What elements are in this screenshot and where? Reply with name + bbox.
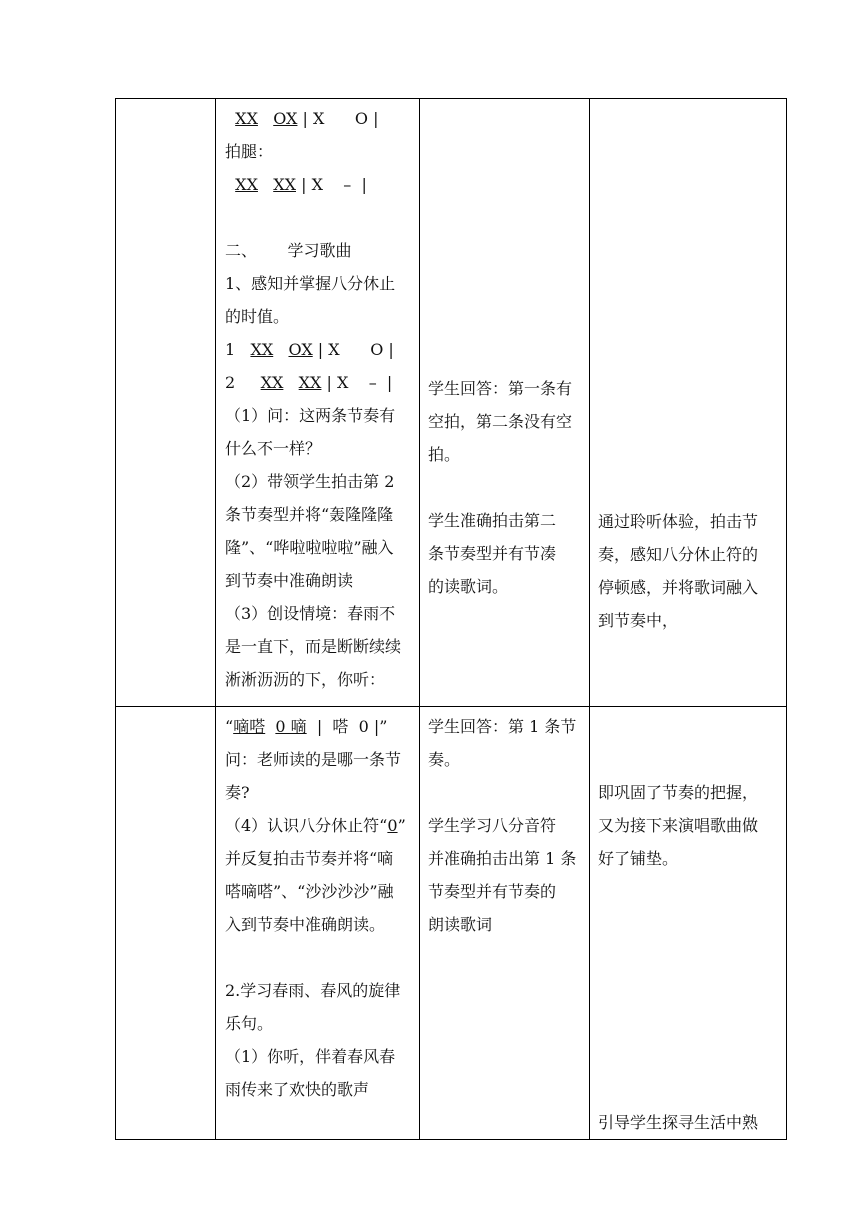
text-line [216, 809, 419, 842]
table-row [116, 99, 787, 707]
text-line [216, 1073, 419, 1106]
text-line [420, 471, 589, 504]
text-segment: 并反复拍击节奏并将“嘀 [225, 849, 394, 868]
underlined-text: XX [260, 373, 284, 392]
text-line [216, 974, 419, 1007]
text-line: 奏。 [428, 750, 461, 769]
text-line [216, 597, 419, 630]
text-segment: 是一直下，而是断断续续 [225, 637, 402, 656]
table-row [116, 707, 787, 1140]
text-line: 引导学生探寻生活中熟 [598, 1113, 759, 1132]
text-segment: 2.学习春雨、春风的旋律 [225, 981, 401, 1000]
text-segment: 嗒嘀嗒”、“沙沙沙沙”融 [225, 882, 394, 901]
text-segment [225, 109, 235, 128]
text-segment [258, 175, 273, 194]
text-line [216, 168, 419, 201]
text-line [590, 908, 786, 941]
text-line [216, 1040, 419, 1073]
underlined-text: 嘀嗒 [233, 717, 266, 736]
text-line [216, 776, 419, 809]
underlined-text: 0 嘀 [275, 717, 307, 736]
text-line [216, 135, 419, 168]
text-segment [273, 340, 288, 359]
text-segment: 乐句。 [225, 1014, 274, 1033]
underlined-text: OX [288, 340, 313, 359]
text-line [590, 1073, 786, 1106]
text-line [216, 300, 419, 333]
text-segment: | 嗒 0 |” [306, 717, 388, 736]
design-intent-cell [590, 707, 787, 1140]
teaching-process-cell [216, 99, 420, 707]
text-line [216, 234, 419, 267]
text-line [590, 1007, 786, 1040]
text-line [216, 743, 419, 776]
text-segment: 条节奏型并将“轰隆隆隆 [225, 505, 394, 524]
text-line: 并准确拍击出第 1 条 [428, 849, 577, 868]
text-segment: | X O | [312, 340, 394, 359]
text-line [216, 875, 419, 908]
text-line: 条节奏型并有节凑 [428, 544, 557, 563]
text-line [216, 842, 419, 875]
text-segment: 1 [225, 340, 251, 359]
text-line: 又为接下来演唱歌曲做 [598, 816, 759, 835]
text-line [216, 267, 419, 300]
text-line: 节奏型并有节奏的 [428, 882, 557, 901]
underlined-text: XX [298, 373, 322, 392]
text-segment: （1）你听，伴着春风春 [225, 1047, 396, 1066]
text-segment: | X – | [296, 175, 367, 194]
text-line: 朗读歌词 [428, 915, 493, 934]
text-line [590, 974, 786, 1007]
text-line [420, 776, 589, 809]
text-segment [258, 109, 273, 128]
text-line [216, 908, 419, 941]
underlined-text: XX [235, 109, 258, 128]
text-line [216, 201, 419, 234]
text-segment: （2）带领学生拍击第 2 [225, 472, 395, 491]
text-segment: 奏? [225, 783, 250, 802]
underlined-text: 0 [387, 816, 398, 835]
text-segment: 1、感知并掌握八分休止 [225, 274, 396, 293]
text-segment [283, 373, 298, 392]
text-line: 奏，感知八分休止符的 [598, 545, 759, 564]
text-segment [225, 175, 235, 194]
text-segment: | X O | [297, 109, 379, 128]
design-intent-cell [590, 99, 787, 707]
text-segment: 2 [225, 373, 261, 392]
text-line: 好了铺垫。 [598, 849, 679, 868]
teaching-process-cell [216, 707, 420, 1140]
text-segment: 雨传来了欢快的歌声 [225, 1080, 370, 1099]
text-segment: （3）创设情境：春雨不 [225, 604, 396, 623]
text-line [216, 1007, 419, 1040]
text-line: 学生学习八分音符 [428, 816, 557, 835]
text-line: 即巩固了节奏的把握， [598, 783, 759, 802]
text-line [216, 710, 419, 743]
text-line [216, 564, 419, 597]
text-line [216, 941, 419, 974]
underlined-text: XX [235, 175, 258, 194]
text-segment: 二、 学习歌曲 [225, 241, 352, 260]
text-line: 学生回答：第 1 条节 [428, 717, 577, 736]
text-line: 学生准确拍击第二 [428, 511, 557, 530]
student-activity-cell [420, 707, 590, 1140]
text-line [216, 102, 419, 135]
lesson-plan-table [115, 98, 787, 1140]
text-line [590, 941, 786, 974]
text-segment: ” [397, 816, 406, 835]
text-segment: 入到节奏中准确朗读。 [225, 915, 386, 934]
table-cell-blank [116, 707, 216, 1140]
text-segment: （1）问：这两条节奏有 [225, 406, 396, 425]
text-line [590, 875, 786, 908]
text-segment: （4）认识八分休止符“ [225, 816, 388, 835]
text-segment: | X – | [321, 373, 393, 392]
text-line [216, 366, 419, 399]
text-line [216, 399, 419, 432]
underlined-text: OX [273, 109, 298, 128]
student-activity-cell [420, 99, 590, 707]
text-line [216, 663, 419, 696]
text-segment: 到节奏中准确朗读 [225, 571, 354, 590]
text-line [216, 333, 419, 366]
text-line [216, 630, 419, 663]
text-line [216, 498, 419, 531]
text-segment: 拍腿： [225, 142, 274, 161]
text-segment: 的时值。 [225, 307, 290, 326]
underlined-text: XX [273, 175, 296, 194]
text-segment: 什么不一样？ [225, 439, 322, 458]
text-line: 的读歌词。 [428, 577, 509, 596]
text-line: 学生回答：第一条有 [428, 379, 573, 398]
text-line: 拍。 [428, 445, 461, 464]
text-segment: 淅淅沥沥的下，你听： [225, 670, 386, 689]
text-line [216, 432, 419, 465]
text-segment: 问：老师读的是哪一条节 [225, 750, 402, 769]
text-line [216, 465, 419, 498]
text-line [216, 531, 419, 564]
text-line: 通过聆听体验，拍击节 [598, 512, 759, 531]
table-cell-blank [116, 99, 216, 707]
text-line [590, 743, 786, 776]
text-line: 到节奏中， [598, 611, 679, 630]
text-line: 空拍，第二条没有空 [428, 412, 573, 431]
underlined-text: XX [250, 340, 274, 359]
text-segment: “ [225, 717, 234, 736]
text-segment [265, 717, 275, 736]
text-line [590, 1040, 786, 1073]
text-line: 停顿感，并将歌词融入 [598, 578, 759, 597]
text-segment: 隆”、“哗啦啦啦啦”融入 [225, 538, 394, 557]
